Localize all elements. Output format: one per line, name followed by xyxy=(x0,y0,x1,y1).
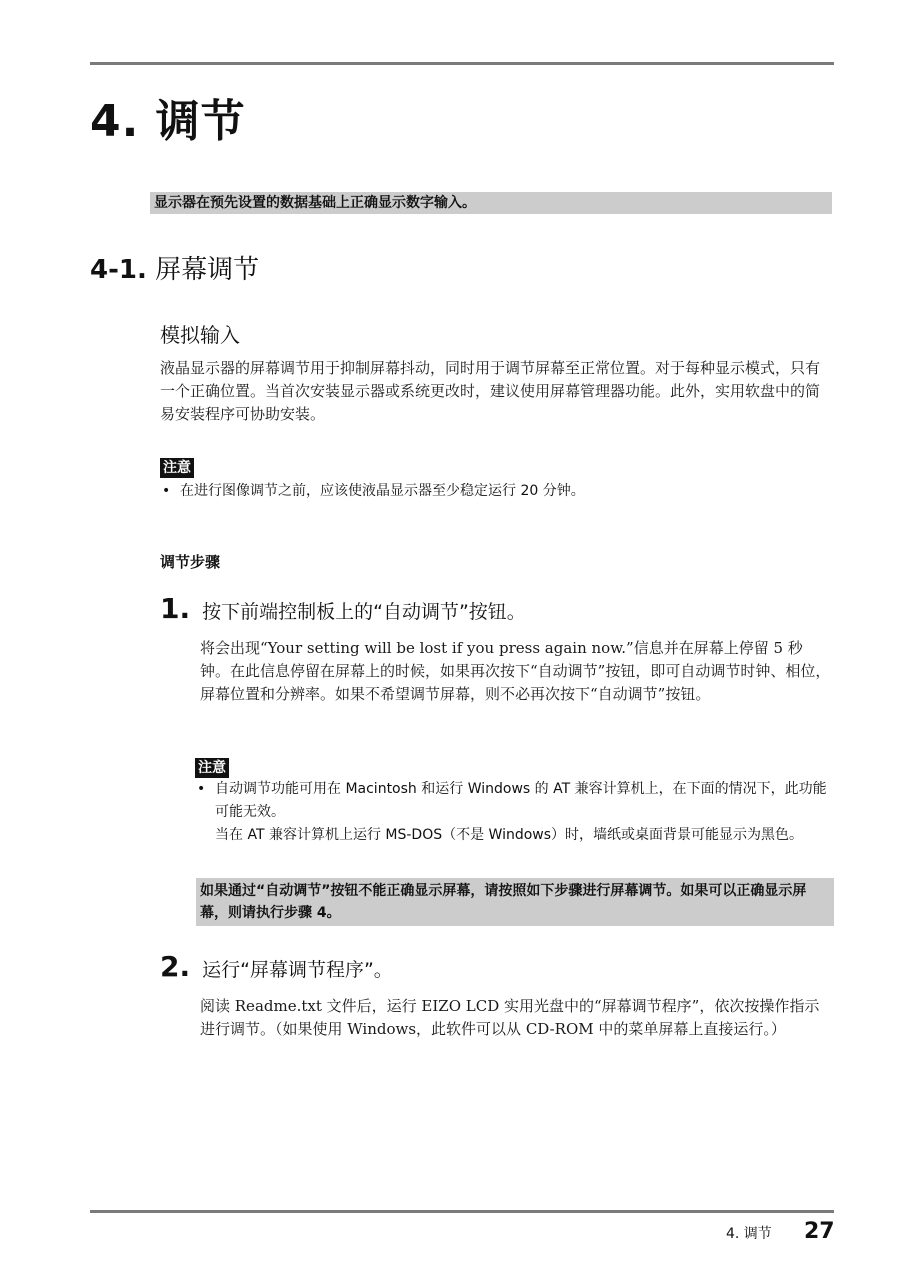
top-rule xyxy=(90,62,834,65)
step-number: 2. xyxy=(160,950,191,983)
step-2-heading xyxy=(160,950,393,987)
note-text: 在进行图像调节之前，应该使液晶显示器至少稳定运行 20 分钟。 xyxy=(180,483,585,499)
page-number: 27 xyxy=(804,1219,835,1244)
note-text: 自动调节功能可用在 Macintosh 和运行 Windows 的 AT 兼容计算机上，在下面的情况下，此功能可能无效。 xyxy=(215,781,827,820)
bottom-rule xyxy=(90,1210,834,1213)
intro-banner: 显示器在预先设置的数据基础上正确显示数字输入。 xyxy=(150,192,832,214)
note-list xyxy=(195,778,835,847)
note-tag: 注意 xyxy=(195,758,229,778)
analog-input-title: 模拟输入 xyxy=(160,323,240,347)
warning-banner: 如果通过“自动调节”按钮不能正确显示屏幕，请按照如下步骤进行屏幕调节。如果可以正确显示屏幕，则请执行步骤 4。 xyxy=(196,878,834,926)
step-1-heading xyxy=(160,592,526,629)
section-title xyxy=(90,250,259,290)
step-1-text: 将会出现“Your setting will be lost if you press again now.”信息并在屏幕上停留 5 秒钟。在此信息停留在屏幕上的时候，如果再次按下“自动调节”按钮，即可自动调节时钟、相位，屏幕位置和分辨率。如果不希望调节屏幕，则不必再次按下“自动调节”按钮。 xyxy=(200,639,831,703)
note-subtext: 当在 AT 兼容计算机上运行 MS-DOS（不是 Windows）时，墙纸或桌面背景可能显示为黑色。 xyxy=(215,827,804,843)
chapter-title: 4. 调节 xyxy=(90,96,246,147)
list-item xyxy=(195,778,835,847)
step-title: 运行“屏幕调节程序”。 xyxy=(202,959,393,981)
footer-section-label: 4. 调节 xyxy=(726,1226,772,1242)
bullet-icon: • xyxy=(197,781,206,797)
note-tag: 注意 xyxy=(160,458,194,478)
steps-heading: 调节步骤 xyxy=(160,553,221,571)
section-title-text: 屏幕调节 xyxy=(155,255,260,285)
step-title: 按下前端控制板上的“自动调节”按钮。 xyxy=(202,601,526,623)
section-number: 4-1. xyxy=(90,255,147,285)
list-item xyxy=(160,480,830,503)
step-number: 1. xyxy=(160,592,191,625)
bullet-icon: • xyxy=(162,483,171,499)
note-list xyxy=(160,480,830,503)
analog-input-text: 液晶显示器的屏幕调节用于抑制屏幕抖动，同时用于调节屏幕至正常位置。对于每种显示模式，只有一个正确位置。当首次安装显示器或系统更改时，建议使用屏幕管理器功能。此外，实用软盘中的简易安装程序可协助安装。 xyxy=(160,359,821,423)
step-2-text: 阅读 Readme.txt 文件后，运行 EIZO LCD 实用光盘中的“屏幕调节程序”，依次按操作指示进行调节。（如果使用 Windows，此软件可以从 CD-ROM 中的菜单屏幕上直接运行。） xyxy=(200,997,820,1038)
